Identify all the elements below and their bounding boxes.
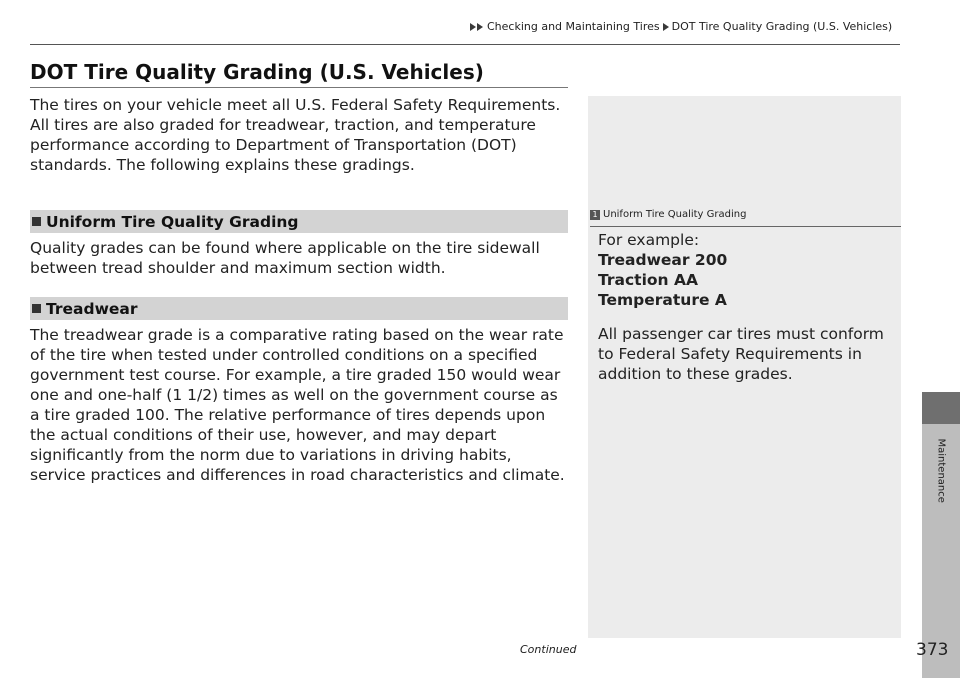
square-bullet-icon: [32, 217, 41, 226]
section-heading-treadwear: [30, 297, 568, 320]
note-treadwear: Treadwear 200: [598, 251, 728, 269]
page-title: DOT Tire Quality Grading (U.S. Vehicles): [30, 60, 484, 84]
section-heading-label: Uniform Tire Quality Grading: [46, 212, 299, 231]
double-arrow-icon: [470, 23, 484, 31]
intro-paragraph: The tires on your vehicle meet all U.S. Federal Safety Requirements. All tires are also graded for treadwear, traction, and temperature performance according to Department of Transportation (DOT) standards. The following explains these gradings.: [30, 96, 561, 174]
continued-label: Continued: [520, 643, 577, 656]
section-heading-label: Treadwear: [46, 299, 138, 318]
arrow-right-icon: [663, 23, 669, 31]
note-heading-label: Uniform Tire Quality Grading: [603, 209, 747, 220]
chapter-tab[interactable]: [922, 392, 960, 678]
note-traction: Traction AA: [598, 271, 698, 289]
breadcrumb: [470, 20, 892, 33]
chapter-tab-label: Maintenance: [935, 438, 947, 503]
breadcrumb-section[interactable]: Checking and Maintaining Tires: [487, 20, 660, 33]
treadwear-paragraph: The treadwear grade is a comparative rating based on the wear rate of the tire when tested under controlled conditions on a specified government test course. For example, a tire graded 150 would wear one and one-half (1 1/2) times as well on the government course as a tire graded 100. The relative performance of tires depends upon the actual conditions of their use, however, and may depart significantly from the norm due to variations in driving habits, service practices and differences in road characteristics and climate.: [30, 326, 565, 484]
uniform-paragraph: Quality grades can be found where applicable on the tire sidewall between tread shoulder and maximum section width.: [30, 239, 540, 277]
chapter-tab-marker: [922, 392, 960, 424]
note-body: All passenger car tires must conform to Federal Safety Requirements in addition to these grades.: [598, 325, 884, 383]
note-heading: [590, 209, 746, 220]
breadcrumb-page[interactable]: DOT Tire Quality Grading (U.S. Vehicles): [671, 20, 893, 33]
square-bullet-icon: [32, 304, 41, 313]
note-example-label: For example:: [598, 231, 700, 249]
note-temperature: Temperature A: [598, 291, 727, 309]
page-number: 373: [916, 640, 949, 660]
note-rule: [590, 226, 901, 227]
reference-number-icon: 1: [590, 210, 600, 220]
header-rule: [30, 44, 900, 45]
title-rule: [30, 87, 568, 88]
section-heading-uniform: [30, 210, 568, 233]
